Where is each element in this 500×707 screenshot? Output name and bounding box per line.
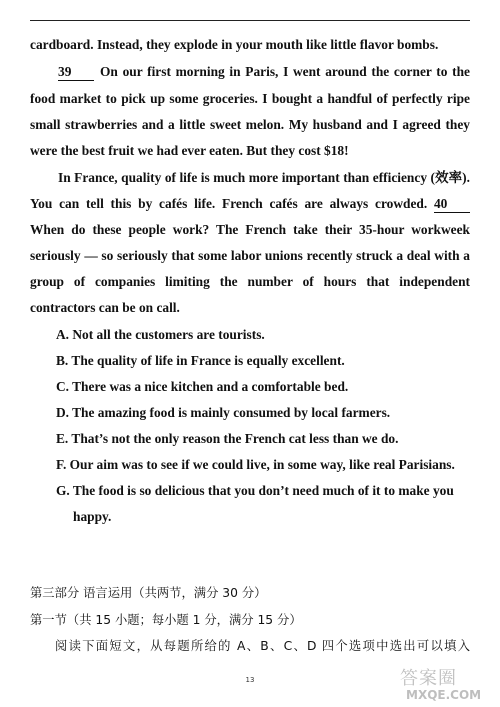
passage-line: were the best fruit we had ever eaten. But they cost $18!: [30, 143, 349, 158]
passage-line: [30, 196, 470, 213]
passage-line: contractors can be on call.: [30, 300, 180, 315]
option-c: C. There was a nice kitchen and a comfortable bed.: [56, 379, 349, 394]
option-f: F. Our aim was to see if we could live, in some way, like real Parisians.: [56, 457, 455, 472]
passage-line: When do these people work? The French take their 35-hour workweek: [30, 222, 470, 237]
passage-line: [58, 64, 470, 81]
blank-40: 40: [434, 196, 470, 213]
instruction-text: 阅读下面短文，从每题所给的 A、B、C、D 四个选项中选出可以填入: [55, 639, 470, 653]
passage-line: small strawberries and a little sweet melon. My husband and I agreed they: [30, 117, 470, 132]
option-b: B. The quality of life in France is equally excellent.: [56, 353, 345, 368]
watermark-bottom: MXQE.COM: [406, 688, 482, 702]
passage-line: seriously — so seriously that some labor unions recently struck a deal with a: [30, 248, 470, 263]
passage-line: group of companies limiting the number of hours that independent: [30, 274, 470, 289]
blank-39: 39: [58, 64, 94, 81]
option-g: G. The food is so delicious that you don’t need much of it to make you: [56, 483, 454, 498]
passage-line: In France, quality of life is much more important than efficiency (效率).: [58, 170, 470, 185]
passage-line: cardboard. Instead, they explode in your mouth like little flavor bombs.: [30, 37, 439, 52]
passage-text: You can tell this by cafés life. French cafés are always crowded.: [30, 196, 428, 211]
option-a: A. Not all the customers are tourists.: [56, 327, 265, 342]
top-rule: [30, 20, 470, 21]
subsection-title: 第一节（共 15 小题；每小题 1 分，满分 15 分）: [30, 613, 302, 627]
section-title: 第三部分 语言运用（共两节，满分 30 分）: [30, 586, 267, 600]
passage-text: On our first morning in Paris, I went around the corner to the: [100, 64, 470, 79]
watermark-logo: [400, 664, 492, 704]
watermark-top: 答案圈: [400, 668, 457, 689]
option-e: E. That’s not the only reason the French cat less than we do.: [56, 431, 399, 446]
option-d: D. The amazing food is mainly consumed by local farmers.: [56, 405, 391, 420]
option-g-continued: happy.: [73, 509, 112, 524]
passage-line: food market to pick up some groceries. I bought a handful of perfectly ripe: [30, 91, 470, 106]
page-number: 13: [245, 676, 255, 684]
